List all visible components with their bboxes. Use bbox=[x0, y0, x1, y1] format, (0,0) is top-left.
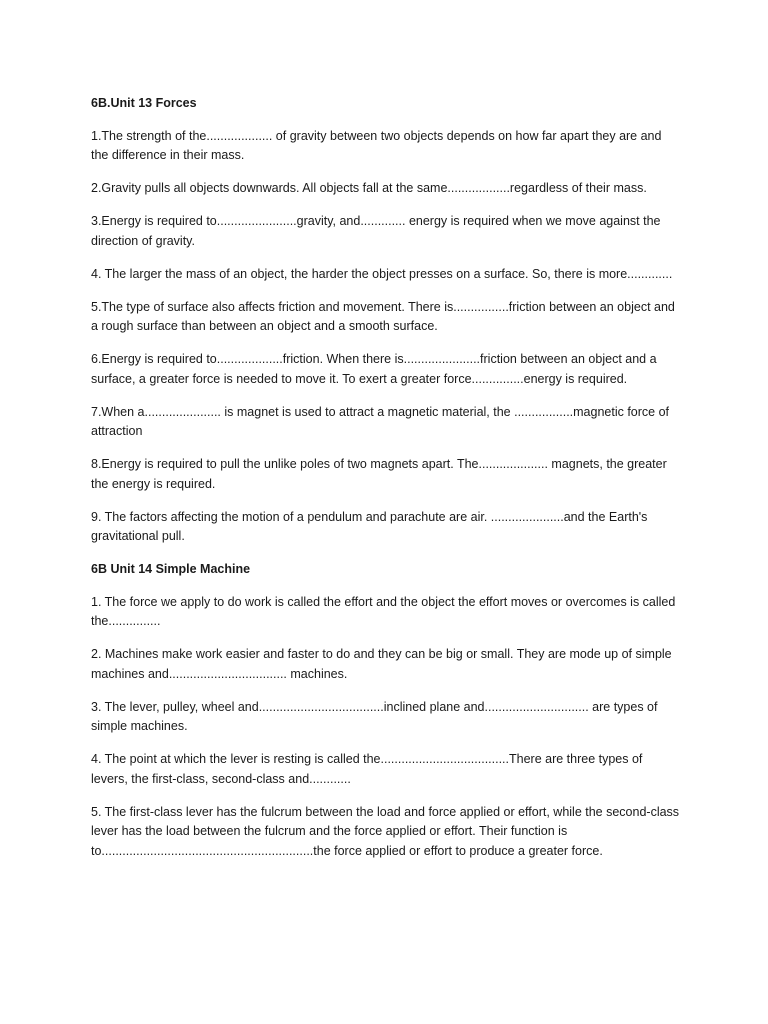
question-13-1: 1.The strength of the................... of gravity between two objects depends on how far apart they are and the difference in their mass. bbox=[91, 128, 662, 162]
question-13-5: 5.The type of surface also affects friction and movement. There is................friction between an object and a rough surface than between an object and a smooth surface. bbox=[91, 299, 675, 333]
section-heading-unit-13: 6B.Unit 13 Forces bbox=[91, 96, 197, 110]
question-13-6: 6.Energy is required to...................friction. When there is......................friction between an object and a surface, a greater force is needed to move it. To exert a greater force...............energy is required. bbox=[91, 352, 657, 386]
question-14-1: 1. The force we apply to do work is called the effort and the object the effort moves or overcomes is called the............... bbox=[91, 594, 676, 628]
question-13-4: 4. The larger the mass of an object, the harder the object presses on a surface. So, there is more............. bbox=[91, 266, 673, 281]
worksheet-page bbox=[91, 94, 681, 875]
question-14-5: 5. The first-class lever has the fulcrum between the load and force applied or effort, while the second-class lever has the load between the fulcrum and the force applied or effort. Their function is to.............................................................the force applied or effort to produce a greater force. bbox=[91, 804, 680, 858]
question-14-4: 4. The point at which the lever is resting is called the.....................................There are three types of levers, the first-class, second-class and............ bbox=[91, 752, 643, 786]
question-13-3: 3.Energy is required to.......................gravity, and............. energy is required when we move against the direction of gravity. bbox=[91, 214, 661, 248]
question-13-7: 7.When a...................... is magnet is used to attract a magnetic material, the .................magnetic force of attraction bbox=[91, 404, 670, 438]
question-14-3: 3. The lever, pulley, wheel and....................................inclined plane and.............................. are types of simple machines. bbox=[91, 699, 658, 733]
question-14-2: 2. Machines make work easier and faster to do and they can be big or small. They are mode up of simple machines and.................................. machines. bbox=[91, 647, 672, 681]
question-13-9: 9. The factors affecting the motion of a pendulum and parachute are air. .....................and the Earth's gravitational pull. bbox=[91, 509, 648, 543]
question-13-2: 2.Gravity pulls all objects downwards. All objects fall at the same..................regardless of their mass. bbox=[91, 181, 647, 195]
question-13-8: 8.Energy is required to pull the unlike poles of two magnets apart. The.................... magnets, the greater the energy is required. bbox=[91, 457, 667, 491]
section-heading-unit-14: 6B Unit 14 Simple Machine bbox=[91, 562, 251, 576]
